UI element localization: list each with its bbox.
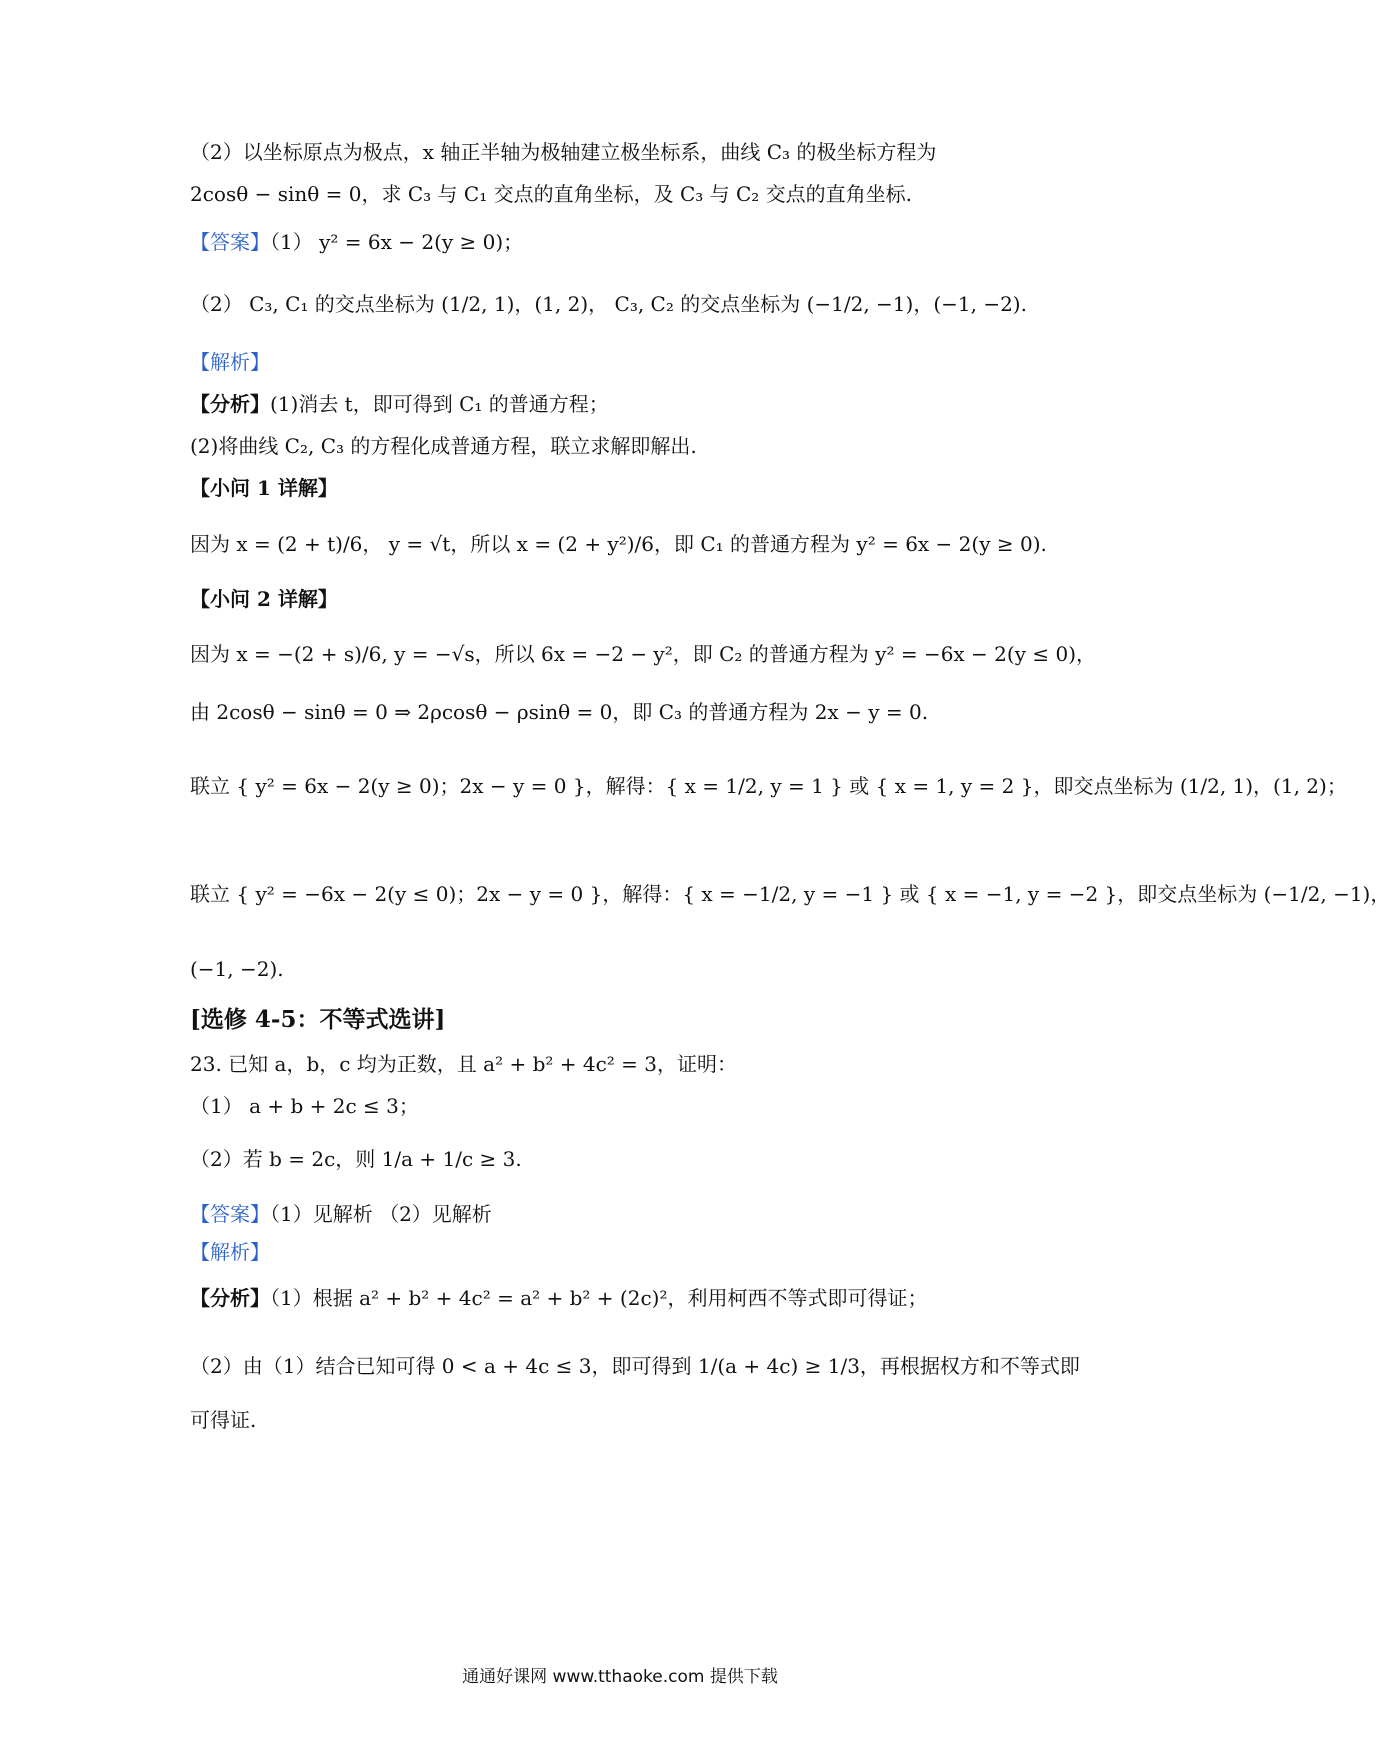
text-line: 因为 x = (2 + t)/6， y = √t，所以 x = (2 + y²)/6，即 C₁ 的普通方程为 y² = 6x − 2(y ≥ 0). (190, 532, 1047, 556)
answer-line-2: 【答案】（1）见解析 （2）见解析 (190, 1202, 492, 1226)
jiexi-label: 【解析】 (190, 350, 270, 374)
analysis-line: 【分析】(1)消去 t，即可得到 C₁ 的普通方程； (190, 392, 609, 416)
system-line-2: 联立 { y² = −6x − 2(y ≤ 0)；2x − y = 0 }，解得：{ x = −1/2, y = −1 } 或 { x = −1, y = −2 }，即交点坐标为 (−1/2, −1)， (190, 882, 1390, 906)
q2-detail-label: 【小问 2 详解】 (190, 587, 338, 611)
fenxi-label: 【分析】 (190, 392, 270, 416)
jiexi-label: 【解析】 (190, 1240, 270, 1264)
text-line: 可得证. (190, 1408, 257, 1432)
text-line: （2）若 b = 2c，则 1/a + 1/c ≥ 3. (190, 1147, 522, 1171)
section-title: [选修 4-5：不等式选讲] (190, 1006, 446, 1033)
question-23: 23. 已知 a，b，c 均为正数，且 a² + b² + 4c² = 3，证明： (190, 1052, 738, 1076)
text-line: (−1, −2). (190, 957, 284, 981)
text-line: (2)将曲线 C₂, C₃ 的方程化成普通方程，联立求解即解出. (190, 434, 697, 458)
footer-credit: 通通好课网 www.tthaoke.com 提供下载 (462, 1667, 778, 1687)
text-line: （2）以坐标原点为极点，x 轴正半轴为极轴建立极坐标系，曲线 C₃ 的极坐标方程为 (190, 140, 937, 164)
analysis-line: 【分析】（1）根据 a² + b² + 4c² = a² + b² + (2c)²，利用柯西不等式即可得证； (190, 1286, 928, 1310)
text-line: （1） a + b + 2c ≤ 3； (190, 1094, 419, 1118)
system-line-1: 联立 { y² = 6x − 2(y ≥ 0)；2x − y = 0 }，解得：{ x = 1/2, y = 1 } 或 { x = 1, y = 2 }，即交点坐标为 (1/2, 1)，(1, 2)； (190, 774, 1347, 798)
text-line: （2） C₃, C₁ 的交点坐标为 (1/2, 1)，(1, 2)， C₃, C₂ 的交点坐标为 (−1/2, −1)，(−1, −2). (190, 292, 1027, 316)
answer-label: 【答案】 (190, 1202, 270, 1226)
text-line: 因为 x = −(2 + s)/6, y = −√s，所以 6x = −2 − y²，即 C₂ 的普通方程为 y² = −6x − 2(y ≤ 0)， (190, 642, 1096, 666)
answer-line-1: 【答案】（1） y² = 6x − 2(y ≥ 0)； (190, 230, 524, 254)
answer-label: 【答案】 (190, 230, 270, 254)
text-line: 由 2cosθ − sinθ = 0 ⇒ 2ρcosθ − ρsinθ = 0，即 C₃ 的普通方程为 2x − y = 0. (190, 700, 929, 724)
q1-detail-label: 【小问 1 详解】 (190, 476, 338, 500)
text-line: （2）由（1）结合已知可得 0 < a + 4c ≤ 3，即可得到 1/(a + 4c) ≥ 1/3，再根据权方和不等式即 (190, 1354, 1080, 1378)
fenxi-label: 【分析】 (190, 1286, 270, 1310)
text-line: 2cosθ − sinθ = 0，求 C₃ 与 C₁ 交点的直角坐标，及 C₃ 与 C₂ 交点的直角坐标. (190, 182, 913, 206)
